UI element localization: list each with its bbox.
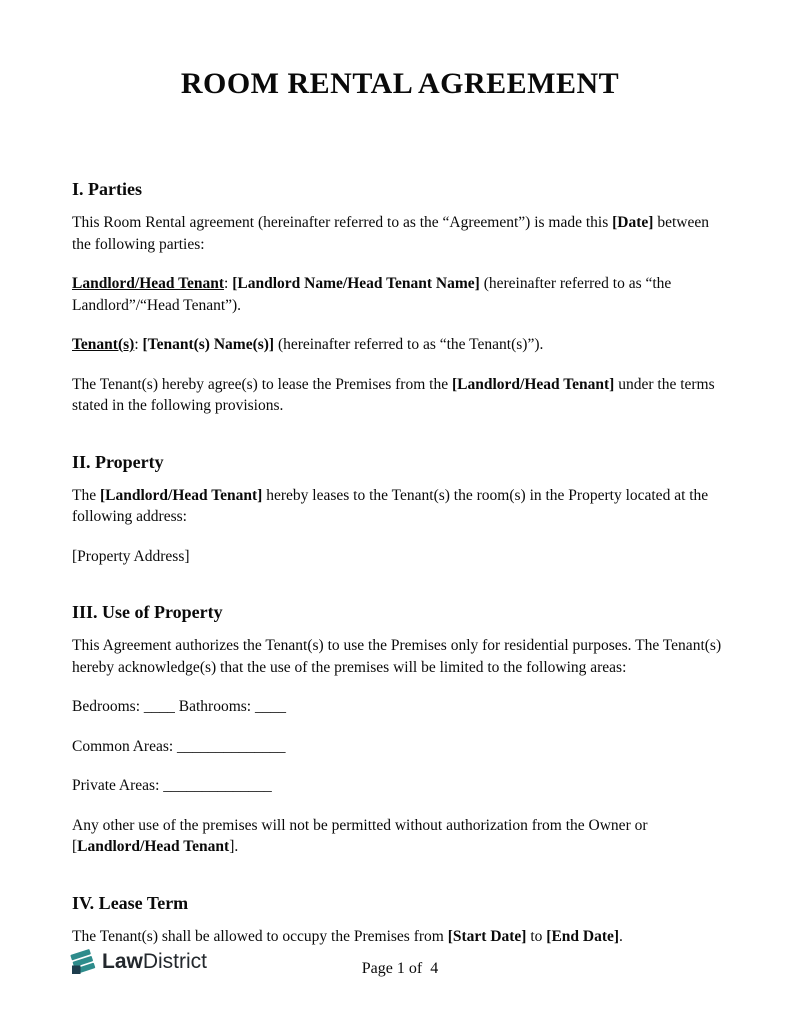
fill-in-line-private-areas [72,775,728,797]
text-run: Tenant(s) [72,336,135,353]
paragraph-tenant-definition [72,334,728,356]
paragraph-landlord-definition [72,273,728,316]
text-run: hereby leases to the Tenant(s) the room(s) in the Property located at the following address: [72,486,709,525]
text-run: between the following parties: [72,214,709,253]
page-footer [0,946,800,990]
text-run: The Tenant(s) hereby agree(s) to lease the Premises from the [72,375,452,393]
text-run: This Room Rental agreement (hereinafter referred to as the “Agreement”) is made this [72,214,613,231]
text-run: [Landlord/Head Tenant] [99,486,263,504]
text-run: : [134,336,143,353]
text-run: [Start Date] [447,927,527,945]
text-run: to [526,927,547,945]
section-heading-use-of-property: III. Use of Property [72,602,223,622]
text-run: [Landlord Name/Head Tenant Name] [232,275,480,292]
section-property [72,451,728,568]
paragraph-property-address-placeholder [72,546,728,568]
text-run: [Date] [612,214,654,231]
paragraph-lease-statement [72,374,728,417]
text-run: [Property Address] [72,547,190,565]
section-lease-term [72,892,728,948]
paragraph-occupancy-dates [72,926,728,948]
paragraph-property-lease [72,485,728,528]
fill-in-line-bedrooms-bathrooms [72,696,728,718]
text-run: [Tenant(s) Name(s)] [142,336,275,353]
text-run: : [224,275,233,292]
section-heading-lease-term: IV. Lease Term [72,892,189,913]
text-run: (hereinafter referred to as “the Landlord”/“Head Tenant”). [72,275,672,314]
text-run: [End Date] [546,927,620,945]
text-run: (hereinafter referred to as “the Tenant(s)”). [274,336,544,353]
section-heading-parties: I. Parties [72,179,142,199]
logo-word-district: District [142,950,208,973]
section-parties [72,178,728,417]
paragraph-use-authorization [72,635,728,678]
text-run: This Agreement authorizes the Tenant(s) to use the Premises only for residential purposes. The Tenant(s) hereby acknowledge(s) that the use of the premises will be limited to the following areas: [72,637,722,676]
text-run: Common Areas: ______________ [72,737,286,755]
logo-word-law: Law [102,950,143,973]
text-run: The [72,486,100,504]
paragraph-other-use-restriction [72,815,728,858]
text-run: ]. [229,838,239,855]
fill-in-line-common-areas [72,736,728,758]
page-number: Page 1 of 4 [361,960,439,977]
section-heading-property: II. Property [72,451,164,472]
text-run: Bedrooms: ____ Bathrooms: ____ [72,698,286,715]
text-run: Any other use of the premises will not be permitted without authorization from the Owner or [ [72,816,648,855]
page-title: ROOM RENTAL AGREEMENT [180,67,620,100]
section-use-of-property [72,601,728,858]
text-run: Private Areas: ______________ [72,777,272,794]
text-run: . [619,927,623,945]
text-run: under the terms stated in the following provisions. [72,375,715,414]
paragraph-agreement-intro [72,212,728,255]
text-run: [Landlord/Head Tenant] [451,375,615,393]
text-run: Landlord/Head Tenant [72,275,225,292]
text-run: The Tenant(s) shall be allowed to occupy the Premises from [72,927,448,945]
text-run: Landlord/Head Tenant [77,838,230,855]
